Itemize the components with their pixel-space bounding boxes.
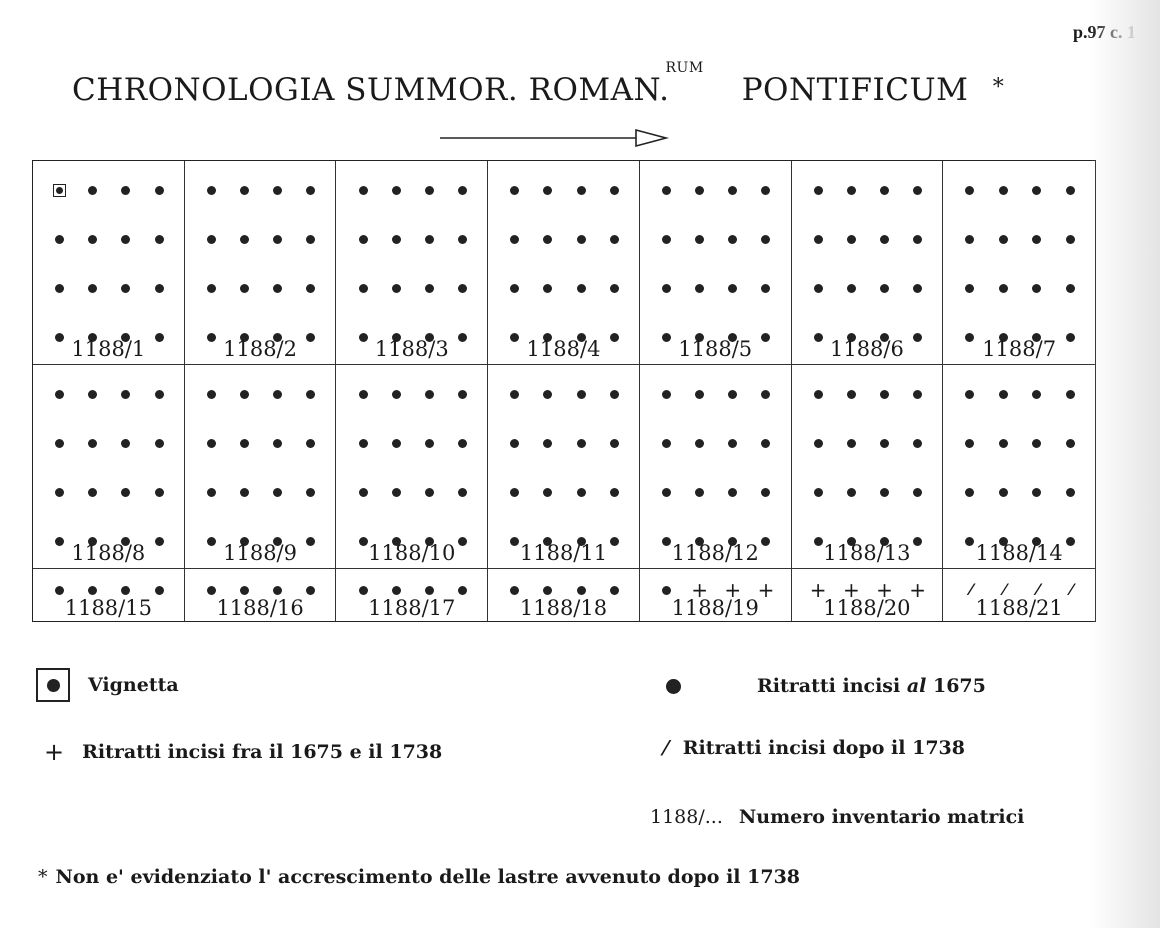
- portrait-dot-icon: [346, 277, 379, 299]
- portrait-dot-icon: [143, 277, 176, 299]
- plate-marks: [650, 179, 783, 348]
- portrait-dot-icon: [683, 228, 716, 250]
- portrait-dot-icon: [598, 228, 631, 250]
- portrait-dot-icon: [413, 179, 446, 201]
- portrait-dot-icon: [953, 179, 986, 201]
- plate-marks: [43, 383, 176, 552]
- portrait-dot-icon: [498, 432, 531, 454]
- portrait-dot-icon: [835, 432, 868, 454]
- plate-label: 1188/21: [975, 596, 1063, 620]
- portrait-dot-icon: [294, 228, 327, 250]
- portrait-dot-icon: [346, 383, 379, 405]
- portrait-dot-icon: [987, 383, 1020, 405]
- portrait-dot-icon: [228, 228, 261, 250]
- portrait-dot-icon: [76, 481, 109, 503]
- plate-label: 1188/10: [368, 541, 456, 565]
- portrait-dot-icon: [953, 277, 986, 299]
- portrait-dot-icon: [261, 179, 294, 201]
- portrait-dot-icon: [228, 432, 261, 454]
- plate-label: 1188/1: [71, 337, 146, 361]
- plus-icon: +: [44, 738, 65, 766]
- portrait-dot-icon: [294, 383, 327, 405]
- portrait-dot-icon: [228, 383, 261, 405]
- portrait-dot-icon: [446, 228, 479, 250]
- portrait-dot-icon: [598, 277, 631, 299]
- plate-label: 1188/19: [671, 596, 759, 620]
- portrait-dot-icon: [901, 228, 934, 250]
- portrait-dot-icon: [802, 481, 835, 503]
- portrait-dot-icon: [749, 179, 782, 201]
- portrait-dot-icon: [531, 481, 564, 503]
- portrait-dot-icon: [1054, 432, 1087, 454]
- portrait-dot-icon: [498, 481, 531, 503]
- portrait-dot-icon: [683, 277, 716, 299]
- portrait-dot-icon: [1054, 481, 1087, 503]
- portrait-dot-icon: [413, 481, 446, 503]
- plate-label: 1188/20: [823, 596, 911, 620]
- portrait-dot-icon: [261, 228, 294, 250]
- portrait-dot-icon: [143, 383, 176, 405]
- portrait-dot-icon: [143, 481, 176, 503]
- footnote-asterisk: *: [38, 866, 48, 888]
- portrait-dot-icon: [380, 383, 413, 405]
- title-superscript: RUM: [665, 60, 704, 76]
- portrait-dot-icon: [835, 228, 868, 250]
- portrait-dot-icon: [498, 228, 531, 250]
- legend-plus-label: Ritratti incisi fra il 1675 e il 1738: [82, 741, 443, 763]
- plate-cell: [488, 569, 640, 621]
- portrait-dot-icon: [953, 228, 986, 250]
- portrait-dot-icon: [380, 481, 413, 503]
- portrait-dot-icon: [683, 383, 716, 405]
- portrait-dot-icon: [953, 481, 986, 503]
- portrait-dot-icon: [987, 277, 1020, 299]
- portrait-dot-icon: [987, 432, 1020, 454]
- plate-cell: [336, 161, 488, 365]
- portrait-dot-icon: [835, 383, 868, 405]
- portrait-dot-icon: [143, 228, 176, 250]
- portrait-dot-icon: [380, 228, 413, 250]
- portrait-dot-icon: [498, 383, 531, 405]
- portrait-dot-icon: [868, 179, 901, 201]
- portrait-dot-icon: [531, 383, 564, 405]
- portrait-dot-icon: [835, 277, 868, 299]
- portrait-dot-icon: [76, 432, 109, 454]
- plate-marks: [650, 383, 783, 552]
- portrait-dot-icon: [109, 277, 142, 299]
- portrait-dot-icon: [294, 277, 327, 299]
- portrait-dot-icon: [43, 481, 76, 503]
- title-asterisk: *: [992, 75, 1005, 100]
- portrait-dot-icon: [1020, 228, 1053, 250]
- plate-cell: [640, 569, 792, 621]
- portrait-dot-icon: [446, 277, 479, 299]
- portrait-plus-icon: +: [724, 578, 742, 602]
- portrait-dot-icon: [598, 481, 631, 503]
- portrait-dot-icon: [802, 277, 835, 299]
- legend-inventory-code: 1188/...: [650, 806, 723, 828]
- portrait-dot-icon: [76, 179, 109, 201]
- portrait-dot-icon: [564, 432, 597, 454]
- plate-label: 1188/12: [671, 541, 759, 565]
- plate-cell: [185, 161, 337, 365]
- portrait-plus-icon: +: [842, 578, 860, 602]
- portrait-dot-icon: [749, 277, 782, 299]
- plate-label: 1188/2: [223, 337, 297, 361]
- portrait-dot-icon: [446, 481, 479, 503]
- portrait-dot-icon: [901, 432, 934, 454]
- portrait-dot-icon: [749, 383, 782, 405]
- portrait-dot-icon: [446, 179, 479, 201]
- dot-icon: [666, 679, 681, 694]
- plate-cell: [488, 161, 640, 365]
- portrait-dot-icon: [650, 228, 683, 250]
- portrait-dot-icon: [953, 432, 986, 454]
- direction-arrow-icon: [440, 128, 670, 148]
- portrait-dot-icon: [650, 277, 683, 299]
- portrait-dot-icon: [749, 481, 782, 503]
- portrait-dot-icon: [413, 432, 446, 454]
- portrait-dot-icon: [598, 383, 631, 405]
- legend-dot: [666, 674, 986, 697]
- plate-cell: [943, 569, 1095, 621]
- portrait-dot-icon: [195, 481, 228, 503]
- portrait-dot-icon: [498, 179, 531, 201]
- portrait-dot-icon: [228, 179, 261, 201]
- portrait-dot-icon: [868, 228, 901, 250]
- portrait-dot-icon: [1020, 383, 1053, 405]
- plate-marks: [346, 179, 479, 348]
- portrait-dot-icon: [564, 481, 597, 503]
- portrait-dot-icon: [109, 432, 142, 454]
- plate-label: 1188/16: [216, 596, 304, 620]
- portrait-dot-icon: [650, 432, 683, 454]
- portrait-dot-icon: [413, 277, 446, 299]
- portrait-dot-icon: [1020, 432, 1053, 454]
- portrait-dot-icon: [531, 228, 564, 250]
- page-reference: p.97 c. 1: [1073, 22, 1136, 42]
- portrait-dot-icon: [43, 277, 76, 299]
- portrait-dot-icon: [650, 481, 683, 503]
- legend-dot-label-prefix: Ritratti incisi: [757, 675, 907, 697]
- portrait-dot-icon: [683, 481, 716, 503]
- portrait-dot-icon: [261, 432, 294, 454]
- portrait-dot-icon: [716, 432, 749, 454]
- plate-marks: [802, 383, 935, 552]
- portrait-dot-icon: [109, 481, 142, 503]
- portrait-dot-icon: [531, 432, 564, 454]
- portrait-dot-icon: [683, 432, 716, 454]
- title-pontificum: PONTIFICUM: [741, 72, 969, 108]
- portrait-dot-icon: [987, 179, 1020, 201]
- plate-cell: [640, 365, 792, 569]
- portrait-dot-icon: [76, 383, 109, 405]
- portrait-dot-icon: [346, 432, 379, 454]
- portrait-dot-icon: [835, 481, 868, 503]
- plate-marks: [498, 383, 631, 552]
- portrait-dot-icon: [1020, 481, 1053, 503]
- portrait-dot-icon: [446, 383, 479, 405]
- vignette-box-icon: [43, 179, 76, 201]
- portrait-dot-icon: [109, 228, 142, 250]
- plate-cell: [792, 161, 944, 365]
- portrait-dot-icon: [195, 277, 228, 299]
- portrait-dot-icon: [1020, 179, 1053, 201]
- portrait-dot-icon: [716, 228, 749, 250]
- plate-label: 1188/5: [678, 337, 753, 361]
- portrait-dot-icon: [802, 179, 835, 201]
- plate-label: 1188/3: [374, 337, 449, 361]
- portrait-dot-icon: [716, 383, 749, 405]
- portrait-dot-icon: [901, 481, 934, 503]
- plate-label: 1188/6: [829, 337, 904, 361]
- portrait-dot-icon: [498, 277, 531, 299]
- portrait-dot-icon: [802, 228, 835, 250]
- plate-cell: [792, 569, 944, 621]
- plate-cell: [336, 569, 488, 621]
- portrait-dot-icon: [76, 277, 109, 299]
- portrait-dot-icon: [564, 383, 597, 405]
- portrait-dot-icon: [564, 277, 597, 299]
- portrait-dot-icon: [598, 432, 631, 454]
- portrait-dot-icon: [294, 481, 327, 503]
- plates-grid: [32, 160, 1096, 622]
- portrait-dot-icon: [749, 228, 782, 250]
- legend-slash: [664, 736, 965, 759]
- portrait-dot-icon: [987, 481, 1020, 503]
- portrait-dot-icon: [716, 481, 749, 503]
- portrait-dot-icon: [195, 228, 228, 250]
- portrait-dot-icon: [802, 432, 835, 454]
- portrait-dot-icon: [294, 179, 327, 201]
- document-title: [72, 60, 1005, 108]
- plate-label: 1188/17: [368, 596, 456, 620]
- plate-cell: [336, 365, 488, 569]
- portrait-dot-icon: [901, 277, 934, 299]
- plate-label: 1188/8: [71, 541, 146, 565]
- portrait-dot-icon: [195, 179, 228, 201]
- plate-cell: [488, 365, 640, 569]
- plate-cell: [792, 365, 944, 569]
- legend-dot-label-italic: al: [906, 675, 927, 697]
- plate-cell: [640, 161, 792, 365]
- portrait-dot-icon: [598, 179, 631, 201]
- portrait-dot-icon: [346, 228, 379, 250]
- plate-cell: [943, 161, 1095, 365]
- portrait-dot-icon: [1054, 277, 1087, 299]
- portrait-dot-icon: [380, 432, 413, 454]
- plate-label: 1188/14: [975, 541, 1063, 565]
- portrait-dot-icon: [1020, 277, 1053, 299]
- legend-slash-label: Ritratti incisi dopo il 1738: [682, 737, 965, 759]
- plate-cell: [33, 569, 185, 621]
- plate-cell: [33, 365, 185, 569]
- portrait-dot-icon: [749, 432, 782, 454]
- portrait-dot-icon: [1054, 228, 1087, 250]
- plate-marks: [346, 383, 479, 552]
- portrait-dot-icon: [564, 179, 597, 201]
- portrait-dot-icon: [802, 383, 835, 405]
- plate-label: 1188/15: [64, 596, 152, 620]
- portrait-dot-icon: [380, 179, 413, 201]
- portrait-dot-icon: [716, 277, 749, 299]
- footnote-text: Non e' evidenziato l' accrescimento delle lastre avvenuto dopo il 1738: [55, 866, 801, 888]
- portrait-plus-icon: +: [876, 578, 893, 602]
- portrait-dot-icon: [901, 179, 934, 201]
- title-main: CHRONOLOGIA SUMMOR. ROMAN.: [72, 72, 670, 108]
- portrait-dot-icon: [261, 481, 294, 503]
- portrait-dot-icon: [564, 228, 597, 250]
- legend-vignetta-label: Vignetta: [88, 674, 179, 696]
- portrait-dot-icon: [835, 179, 868, 201]
- portrait-plus-icon: +: [757, 578, 775, 602]
- vignette-box-icon: [36, 668, 70, 702]
- portrait-plus-icon: +: [809, 578, 827, 602]
- portrait-dot-icon: [76, 228, 109, 250]
- plate-label: 1188/13: [823, 541, 911, 565]
- plate-label: 1188/11: [519, 541, 608, 565]
- portrait-dot-icon: [531, 277, 564, 299]
- portrait-dot-icon: [1054, 383, 1087, 405]
- portrait-dot-icon: [413, 228, 446, 250]
- portrait-dot-icon: [716, 179, 749, 201]
- portrait-dot-icon: [195, 432, 228, 454]
- plate-marks: [195, 383, 328, 552]
- portrait-dot-icon: [413, 383, 446, 405]
- plate-cell: [33, 161, 185, 365]
- portrait-dot-icon: [43, 432, 76, 454]
- portrait-dot-icon: [261, 383, 294, 405]
- portrait-dot-icon: [901, 383, 934, 405]
- portrait-dot-icon: [650, 179, 683, 201]
- portrait-dot-icon: [868, 481, 901, 503]
- portrait-dot-icon: [43, 228, 76, 250]
- portrait-dot-icon: [109, 179, 142, 201]
- portrait-dot-icon: [228, 277, 261, 299]
- legend-plus: [44, 738, 442, 766]
- portrait-dot-icon: [953, 383, 986, 405]
- plate-marks: [498, 179, 631, 348]
- portrait-dot-icon: [1054, 179, 1087, 201]
- portrait-dot-icon: [868, 277, 901, 299]
- portrait-dot-icon: [446, 432, 479, 454]
- portrait-dot-icon: [294, 432, 327, 454]
- plate-marks: [953, 383, 1087, 552]
- portrait-dot-icon: [143, 432, 176, 454]
- legend-inventory: [650, 806, 1024, 828]
- portrait-dot-icon: [109, 383, 142, 405]
- portrait-dot-icon: [228, 481, 261, 503]
- plate-label: 1188/9: [223, 541, 297, 565]
- plate-label: 1188/7: [982, 337, 1057, 361]
- portrait-dot-icon: [346, 481, 379, 503]
- portrait-dot-icon: [683, 179, 716, 201]
- plate-label: 1188/4: [526, 337, 601, 361]
- portrait-dot-icon: [143, 179, 176, 201]
- plate-marks: [953, 179, 1087, 348]
- plate-cell: [185, 365, 337, 569]
- plate-cell: [943, 365, 1095, 569]
- portrait-dot-icon: [987, 228, 1020, 250]
- portrait-dot-icon: [380, 277, 413, 299]
- portrait-dot-icon: [868, 432, 901, 454]
- plate-marks: [195, 179, 328, 348]
- portrait-dot-icon: [43, 383, 76, 405]
- portrait-dot-icon: [650, 383, 683, 405]
- portrait-dot-icon: [868, 383, 901, 405]
- plate-marks: [802, 179, 935, 348]
- portrait-dot-icon: [531, 179, 564, 201]
- legend-vignetta: [36, 668, 179, 702]
- double-slash-icon: ⁄⁄: [664, 736, 665, 760]
- plate-cell: [185, 569, 337, 621]
- portrait-plus-icon: +: [691, 578, 708, 602]
- portrait-dot-icon: [195, 383, 228, 405]
- legend-inventory-label: Numero inventario matrici: [738, 806, 1025, 828]
- legend-dot-label-suffix: 1675: [926, 675, 986, 697]
- footnote: [38, 866, 800, 888]
- portrait-dot-icon: [346, 179, 379, 201]
- plate-marks: [43, 179, 176, 348]
- portrait-plus-icon: +: [909, 578, 927, 602]
- portrait-dot-icon: [261, 277, 294, 299]
- plate-label: 1188/18: [519, 596, 608, 620]
